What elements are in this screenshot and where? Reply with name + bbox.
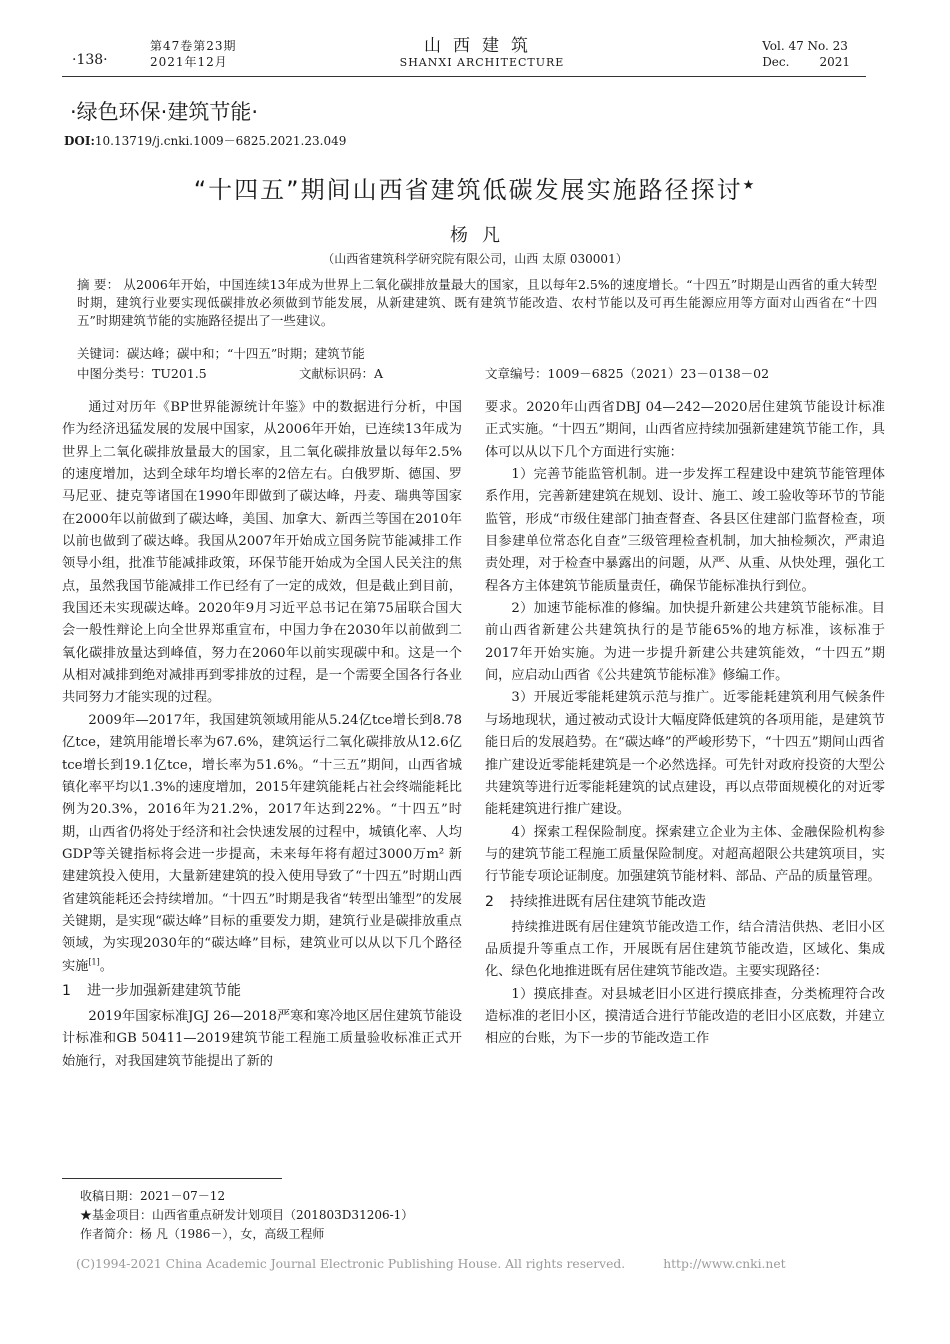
author-bio: 作者简介：杨 凡（1986－），女，高级工程师	[80, 1227, 325, 1241]
abstract	[77, 276, 877, 330]
paragraph: 4）探索工程保险制度。探索建立企业为主体、金融保险机构参与的建筑节能工程施工质量保险制度。对超高超限公共建筑项目，实行节能专项论证制度。加强建筑节能材料、部品、产品的质量管理。	[485, 824, 885, 885]
copyright-watermark	[76, 1257, 786, 1271]
paragraph: 通过对历年《BP世界能源统计年鉴》中的数据进行分析，中国作为经济迅猛发展的发展中国家，从2006年开始，已连续13年成为世界上二氧化碳排放量最大的国家，且二氧化碳排放量以每年2.5%的速度增加，达到全球年均增长率的2倍左右。白俄罗斯、德国、罗马尼亚、捷克等诸国在1990年即做到了碳达峰，丹麦、瑞典等国家在2000年以前做到了碳达峰，美国、加拿大、新西兰等国在2010年以前也做到了碳达峰。我国从2007年开始成立国务院节能减排工作领导小组，批准节能减排政策，环保节能开始成为全国人民关注的焦点，虽然我国节能减排工作已经有了一定的成效，但是截止到目前，我国还未实现碳达峰。2020年9月习近平总书记在第75届联合国大会一般性辩论上向全世界郑重宣布，中国力争在2030年以前做到二氧化碳排放量达到峰值，努力在2060年以前实现碳中和。这是一个从相对减排到绝对减排再到零排放的过程，是一个需要全国各行各业共同努力才能实现的过程。	[62, 400, 462, 706]
date-zh: 2021年12月	[150, 55, 228, 69]
clc-number: 中图分类号：TU201.5	[77, 366, 207, 381]
keywords-text: 碳达峰；碳中和；“十四五”时期；建筑节能	[127, 346, 365, 361]
copyright-text: (C)1994-2021 China Academic Journal Electronic Publishing House. All rights reserved.	[76, 1257, 626, 1271]
paragraph: 2019年国家标准JGJ 26—2018严寒和寒冷地区居住建筑节能设计标准和GB 50411—2019建筑节能工程施工质量验收标准正式开始施行，对我国建筑节能提出了新的	[62, 1008, 462, 1069]
abstract-text: 从2006年开始，中国连续13年成为世界上二氧化碳排放量最大的国家，且以每年2.5%的速度增长。“十四五”时期是山西省的重大转型时期，建筑行业要实现低碳排放必须做到节能发展，从新建建筑、既有建筑节能改造、农村节能以及可再生能源应用等方面对山西省在“十四五”时期建筑节能的实施路径提出了一些建议。	[77, 277, 877, 328]
article-number: 文章编号：1009－6825（2021）23－0138－02	[485, 366, 770, 381]
paragraph-text: 2009年—2017年，我国建筑领域用能从5.24亿tce增长到8.78亿tce，建筑用能增长率为67.6%，建筑运行二氧化碳排放从12.6亿tce增长到19.1亿tce，增长率为51.6%。“十三五”期间，山西省城镇化率平均以1.3%的速度增加，2015年建筑能耗占社会终端能耗比例为20.3%，2016年为21.2%，2017年达到22%。“十四五”时期，山西省仍将处于经济和社会快速发展的过程中，城镇化率、人均GDP等关键指标将会进一步提高，未来每年将有超过3000万m² 新建建筑投入使用，大量新建建筑的投入使用导致了“十四五”时期山西省建筑能耗还会持续增加。“十四五”时期是我省“转型出雏型”的发展关键期，是实现“碳达峰”目标的重要发力期，建筑行业是碳排放重点领域，为实现2030年的“碳达峰”目标，建筑业可以从以下几个路径实施	[62, 712, 462, 974]
page-number: ·138·	[72, 52, 108, 68]
section-number: 2	[485, 893, 494, 910]
journal-name-zh: 山西建筑	[424, 36, 540, 56]
fund-note: ★基金项目：山西省重点研发计划项目（201803D31206-1）	[80, 1208, 414, 1222]
volume-zh: 第47卷第23期	[150, 39, 237, 53]
paragraph: 1）完善节能监管机制。进一步发挥工程建设中建筑节能管理体系作用，完善新建建筑在规划、设计、施工、竣工验收等环节的节能监管，形成“市级住建部门抽查督查、各县区住建部门监督检查，项目参建单位常态化自查”三级管理检查机制，加大抽检频次，严肃追责处理，对于检查中暴露出的问题，从严、从重、从快处理，强化工程各方主体建筑节能质量责任，确保节能标准执行到位。	[485, 467, 885, 594]
doi-label: DOI:	[64, 134, 95, 148]
keywords	[77, 344, 365, 362]
month-en: Dec.	[762, 55, 790, 69]
section-heading-2	[485, 892, 885, 913]
issue-info-en	[762, 38, 850, 70]
title-text: “十四五”期间山西省建筑低碳发展实施路径探讨	[193, 176, 743, 204]
copyright-url: http://www.cnki.net	[663, 1257, 786, 1271]
body-column-right	[485, 397, 885, 1051]
paragraph: 3）开展近零能耗建筑示范与推广。近零能耗建筑利用气候条件与场地现状，通过被动式设计大幅度降低建筑的各项用能，是建筑节能日后的发展趋势。在“碳达峰”的严峻形势下，“十四五”期间山西省推广建设近零能耗建筑是一个必然选择。可先针对政府投资的大型公共建筑等进行近零能耗建筑的试点建设，再以点带面规模化的对近零能耗建筑进行推广建设。	[485, 690, 885, 818]
column-tag: ·绿色环保·建筑节能·	[70, 100, 259, 124]
year-en: 2021	[819, 55, 850, 69]
paragraph: 要求。2020年山西省DBJ 04—242—2020居住建筑节能设计标准正式实施。“十四五”期间，山西省应持续加强新建建筑节能工作，具体可以从以下几个方面进行实施：	[485, 400, 885, 460]
doi-value: 10.13719/j.cnki.1009－6825.2021.23.049	[94, 134, 347, 148]
author: 杨凡	[450, 225, 514, 246]
keywords-label: 关键词：	[77, 346, 128, 361]
paragraph-end: 。	[99, 958, 113, 974]
citation-ref: [1]	[88, 957, 100, 967]
issue-info-zh	[150, 38, 237, 70]
section-heading-1	[62, 981, 462, 1002]
classification-line	[77, 364, 877, 382]
paragraph: 持续推进既有居住建筑节能改造工作，结合清洁供热、老旧小区品质提升等重点工作，开展既有居住建筑节能改造，区域化、集成化、绿色化地推进既有居住建筑节能改造。主要实现路径：	[485, 919, 885, 980]
volume-en: Vol. 47 No. 23	[762, 39, 848, 53]
journal-name	[382, 36, 582, 69]
journal-name-en: SHANXI ARCHITECTURE	[399, 56, 565, 69]
section-number: 1	[62, 982, 71, 999]
received-date: 收稿日期：2021－07－12	[80, 1189, 226, 1203]
affiliation: （山西省建筑科学研究院有限公司，山西 太原 030001）	[322, 252, 628, 266]
paragraph	[62, 710, 462, 978]
section-title: 持续推进既有居住建筑节能改造	[510, 893, 706, 910]
footnotes	[80, 1187, 413, 1244]
page-header	[72, 34, 850, 74]
abstract-label: 摘 要：	[77, 277, 120, 292]
footnote-rule	[62, 1178, 282, 1179]
section-title: 进一步加强新建建筑节能	[87, 982, 241, 999]
paragraph: 1）摸底排查。对县城老旧小区进行摸底排查，分类梳理符合改造标准的老旧小区，摸清适合进行节能改造的老旧小区底数，并建立相应的台账，为下一步的节能改造工作	[485, 986, 885, 1047]
title-fund-mark: ★	[742, 178, 757, 193]
body-column-left	[62, 397, 462, 1073]
doi	[64, 132, 346, 149]
document-code: 文献标识码：A	[299, 366, 384, 381]
article-title	[0, 170, 950, 205]
paragraph: 2）加速节能标准的修编。加快提升新建公共建筑节能标准。目前山西省新建公共建筑执行的是节能65%的地方标准，该标准于2017年开始实施。为进一步提升新建公共建筑能效，“十四五”期间，应启动山西省《公共建筑节能标准》修编工作。	[485, 601, 885, 684]
header-rule	[62, 76, 866, 77]
